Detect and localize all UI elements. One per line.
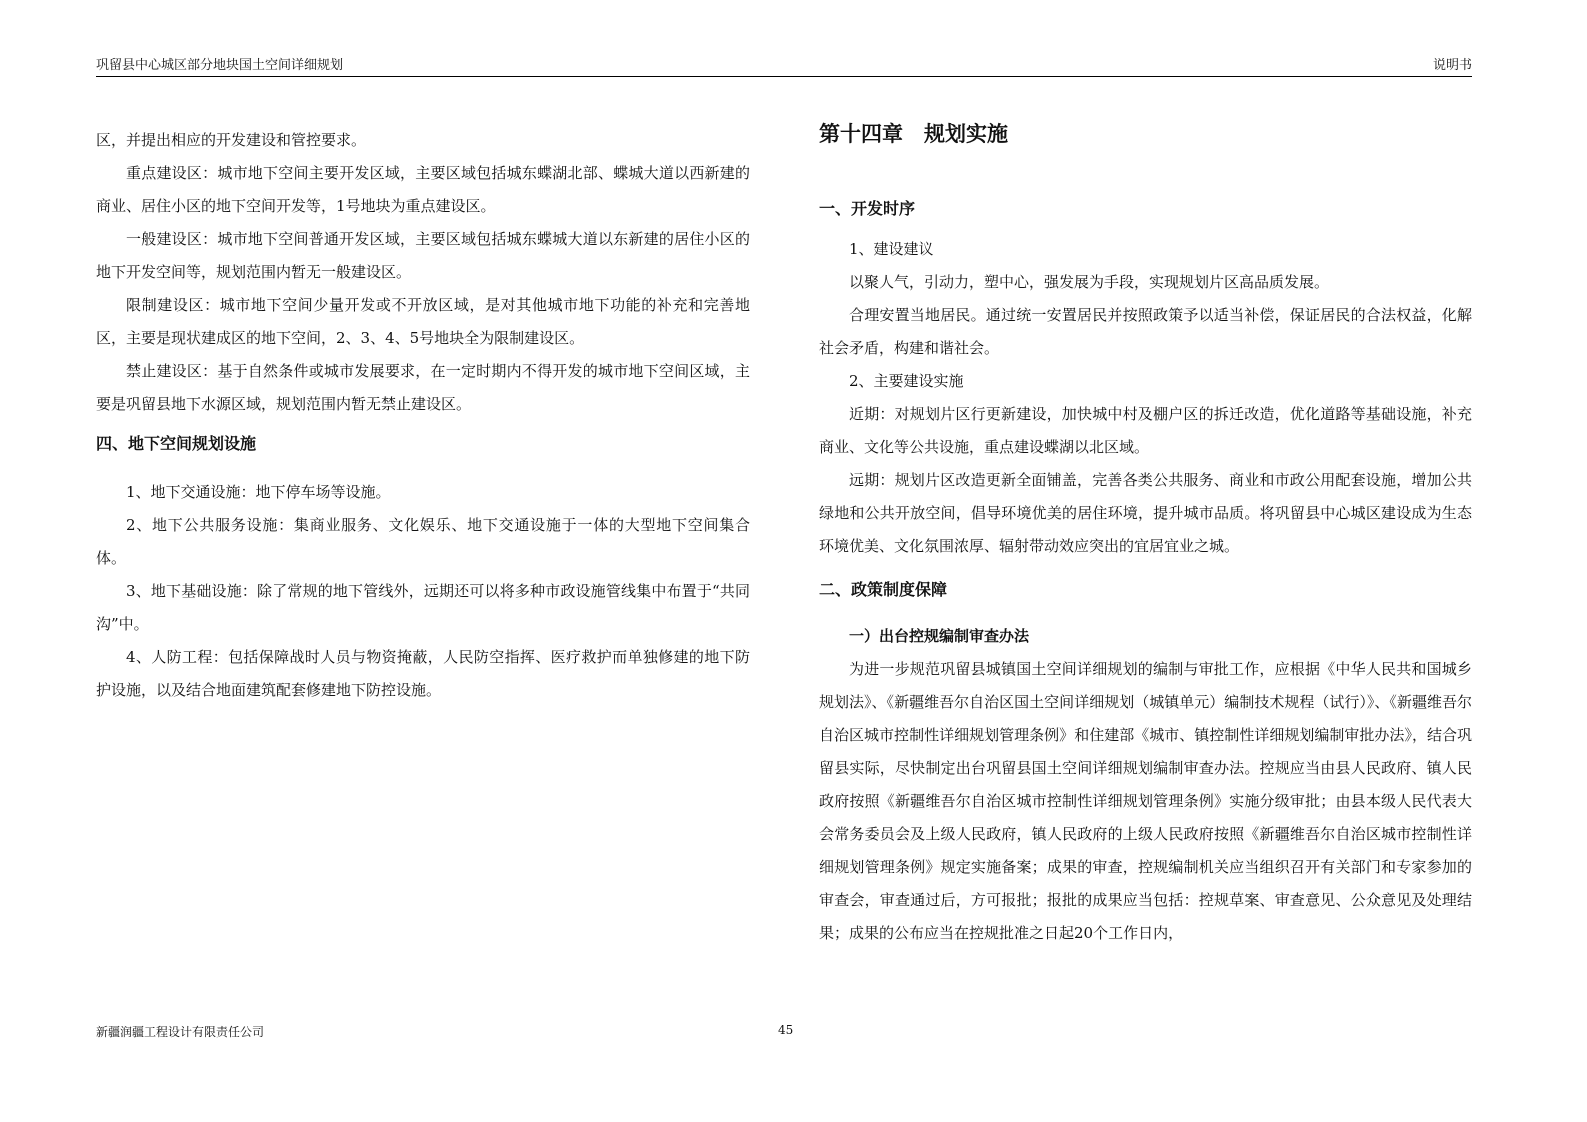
section-heading: 一、开发时序 (819, 199, 916, 218)
page-header (96, 58, 1472, 77)
paragraph: 以聚人气，引动力，塑中心，强发展为手段，实现规划片区高品质发展。 (849, 273, 1330, 291)
list-item: 2、地下公共服务设施：集商业服务、文化娱乐、地下交通设施于一体的大型地下空间集合体。 (96, 516, 750, 567)
document-title: 巩留县中心城区部分地块国土空间详细规划 (96, 58, 344, 73)
paragraph: 限制建设区：城市地下空间少量开发或不开放区域，是对其他城市地下功能的补充和完善地区，主要是现状建成区的地下空间，2、3、4、5号地块全为限制建设区。 (96, 296, 750, 347)
document-type: 说明书 (1432, 58, 1472, 73)
page-number: 45 (778, 1023, 794, 1037)
paragraph: 重点建设区：城市地下空间主要开发区域，主要区域包括城东蝶湖北部、蝶城大道以西新建的商业、居住小区的地下空间开发等，1号地块为重点建设区。 (96, 164, 750, 215)
subheading: 2、主要建设实施 (849, 372, 964, 390)
right-column (819, 124, 1472, 950)
paragraph: 远期：规划片区改造更新全面铺盖，完善各类公共服务、商业和市政公用配套设施，增加公共绿地和公共开放空间，倡导环境优美的居住环境，提升城市品质。将巩留县中心城区建设成为生态环境优美、文化氛围浓厚、辐射带动效应突出的宜居宜业之城。 (819, 471, 1472, 555)
paragraph: 合理安置当地居民。通过统一安置居民并按照政策予以适当补偿，保证居民的合法权益，化解社会矛盾，构建和谐社会。 (819, 306, 1472, 357)
subsection-heading: 一）出台控规编制审查办法 (849, 627, 1030, 645)
paragraph: 禁止建设区：基于自然条件或城市发展要求，在一定时期内不得开发的城市地下空间区域，主要是巩留县地下水源区域，规划范围内暂无禁止建设区。 (96, 362, 750, 413)
paragraph: 为进一步规范巩留县城镇国土空间详细规划的编制与审批工作，应根据《中华人民共和国城乡规划法》、《新疆维吾尔自治区国土空间详细规划（城镇单元）编制技术规程（试行）》、《新疆维吾尔自治区城市控制性详细规划管理条例》和住建部《城市、镇控制性详细规划编制审批办法》，结合巩留县实际，尽快制定出台巩留县国土空间详细规划编制审查办法。控规应当由县人民政府、镇人民政府按照《新疆维吾尔自治区城市控制性详细规划管理条例》实施分级审批；由县本级人民代表大会常务委员会及上级人民政府，镇人民政府的上级人民政府按照《新疆维吾尔自治区城市控制性详细规划管理条例》规定实施备案；成果的审查，控规编制机关应当组织召开有关部门和专家参加的审查会，审查通过后，方可报批；报批的成果应当包括：控规草案、审查意见、公众意见及处理结果；成果的公布应当在控规批准之日起20个工作日内， (819, 660, 1472, 942)
paragraph: 一般建设区：城市地下空间普通开发区域，主要区域包括城东蝶城大道以东新建的居住小区的地下开发空间等，规划范围内暂无一般建设区。 (96, 230, 750, 281)
list-item: 1、地下交通设施：地下停车场等设施。 (126, 483, 391, 501)
subheading: 1、建设建议 (849, 240, 934, 258)
section-heading: 二、政策制度保障 (819, 580, 948, 599)
list-item: 4、人防工程：包括保障战时人员与物资掩蔽，人民防空指挥、医疗救护而单独修建的地下防护设施，以及结合地面建筑配套修建地下防控设施。 (96, 648, 750, 699)
chapter-title: 第十四章 规划实施 (819, 122, 1008, 146)
footer-company: 新疆润疆工程设计有限责任公司 (96, 1025, 265, 1039)
paragraph: 区，并提出相应的开发建设和管控要求。 (96, 131, 367, 149)
list-item: 3、地下基础设施：除了常规的地下管线外，远期还可以将多种市政设施管线集中布置于“共同沟”中。 (96, 582, 750, 633)
section-heading: 四、地下空间规划设施 (96, 434, 257, 453)
left-column (96, 124, 750, 707)
paragraph: 近期：对规划片区行更新建设，加快城中村及棚户区的拆迁改造，优化道路等基础设施，补充商业、文化等公共设施，重点建设蝶湖以北区域。 (819, 405, 1472, 456)
